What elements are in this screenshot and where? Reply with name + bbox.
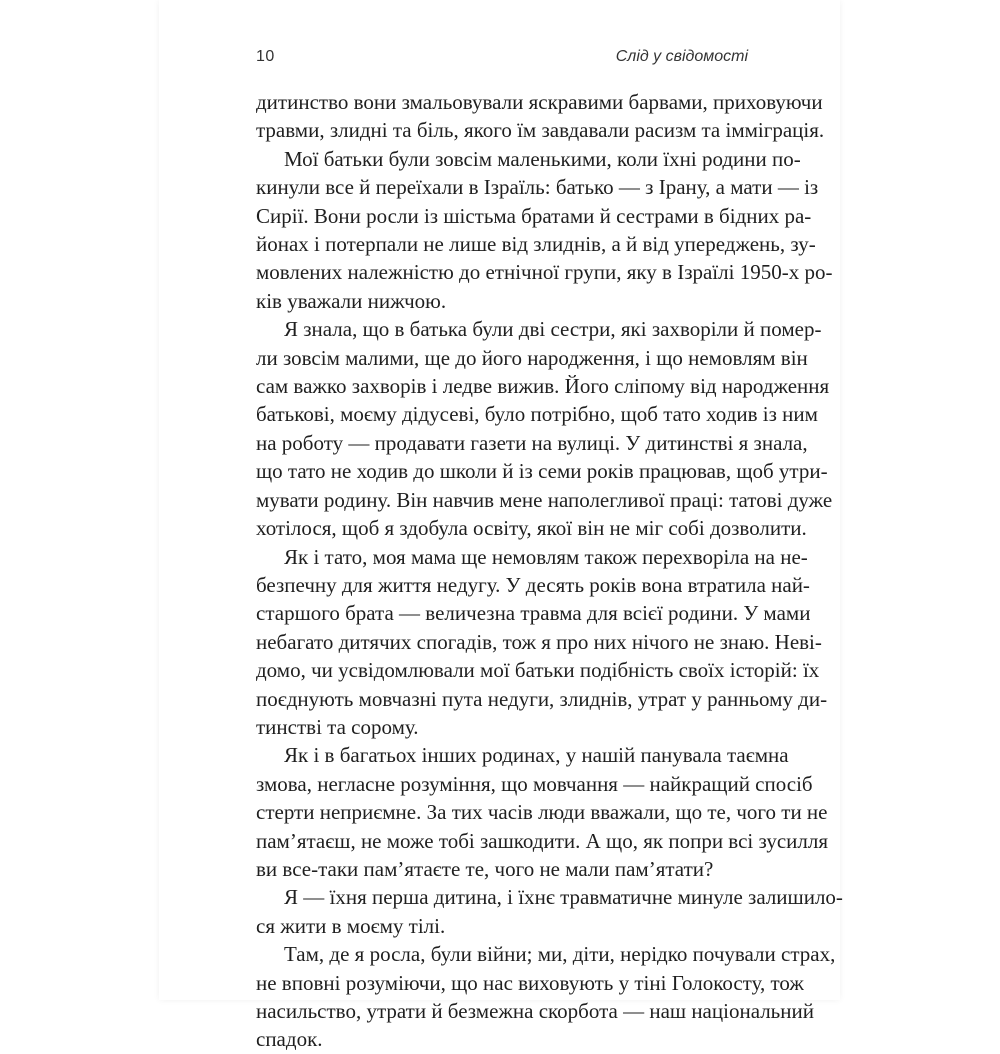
text-line: мовлених належністю до етнічної групи, яку в Ізраїлі 1950-х ро- — [256, 260, 833, 285]
text-line: пам’ятаєш, не може тобі зашкодити. А що, як попри всі зусилля — [256, 828, 829, 853]
text-line: Я — їхня перша дитина, і їхнє травматичне минуле залишило- — [284, 885, 843, 910]
text-line: йонах і потерпали не лише від злиднів, а й від упереджень, зу- — [256, 232, 816, 257]
text-line: Сирії. Вони росли із шістьма братами й сестрами в бідних ра- — [256, 203, 812, 228]
text-line: не вповні розуміючи, що нас виховують у тіні Голокосту, тож — [256, 970, 804, 995]
text-line: Там, де я росла, були війни; ми, діти, нерідко почували страх, — [284, 942, 836, 967]
text-line: безпечну для життя недугу. У десять років вона втратила най- — [256, 572, 810, 597]
paragraph — [256, 145, 833, 315]
text-line: стерти неприємне. За тих часів люди вважали, що те, чого ти не — [256, 800, 828, 825]
paragraph — [256, 315, 833, 542]
page-number: 10 — [256, 48, 275, 65]
text-line: спадок. — [256, 1027, 323, 1052]
text-line: Як і тато, моя мама ще немовлям також перехворіла на не- — [284, 544, 808, 569]
text-line: кинули все й переїхали в Ізраїль: батько — з Ірану, а мати — із — [256, 175, 819, 200]
paragraph — [256, 940, 836, 1054]
paragraph — [256, 543, 828, 742]
text-line: дитинство вони змальовували яскравими барвами, приховуючи — [256, 90, 823, 114]
text-line: небагато дитячих спогадів, тож я про них нічого не знаю. Неві- — [256, 629, 822, 654]
text-line: ся жити в моєму тілі. — [256, 913, 446, 938]
text-line: насильство, утрати й безмежна скорбота — наш національний — [256, 999, 814, 1023]
running-title: Слід у свідомості — [615, 48, 748, 65]
text-line: батькові, моєму дідусеві, було потрібно, щоб тато ходив із ним — [256, 402, 818, 427]
text-line: ви все-таки пам’ятаєте те, чого не мали пам’ятати? — [256, 856, 714, 881]
text-line: на роботу — продавати газети на вулиці. У дитинстві я знала, — [256, 430, 808, 455]
text-line: домо, чи усвідомлювали мої батьки подібність своїх історій: їх — [256, 658, 820, 683]
text-line: Мої батьки були зовсім маленькими, коли їхні родини по- — [284, 146, 801, 171]
body-text — [256, 88, 843, 1054]
text-line: травми, злидні та біль, якого їм завдавали расизм та імміграція. — [256, 118, 825, 143]
paragraph — [256, 88, 825, 145]
text-line: ли зовсім малими, ще до його народження, і що немовлям він — [256, 345, 808, 370]
text-line: Я знала, що в батька були дві сестри, які захворіли й помер- — [284, 317, 822, 342]
text-line: сам важко захворів і ледве вижив. Його сліпому від народження — [256, 374, 830, 399]
text-line: змова, негласне розуміння, що мовчання — найкращий спосіб — [256, 771, 813, 796]
paragraph — [256, 741, 829, 883]
paragraph — [256, 883, 843, 940]
text-line: поєднують мовчазні пута недуги, злиднів, утрат у ранньому ди- — [256, 686, 828, 711]
text-line: ків уважали нижчою. — [256, 288, 447, 313]
text-line: Як і в багатьох інших родинах, у нашій панувала таємна — [284, 743, 789, 768]
text-line: тинстві та сорому. — [256, 714, 419, 739]
text-line: що тато не ходив до школи й із семи років працював, щоб утри- — [256, 459, 828, 484]
text-line: мувати родину. Він навчив мене наполегливої праці: татові дуже — [256, 487, 833, 512]
text-line: хотілося, щоб я здобула освіту, якої він не міг собі дозволити. — [256, 516, 807, 541]
text-line: старшого брата — величезна травма для всієї родини. У мами — [256, 601, 811, 626]
page-header — [256, 48, 748, 74]
